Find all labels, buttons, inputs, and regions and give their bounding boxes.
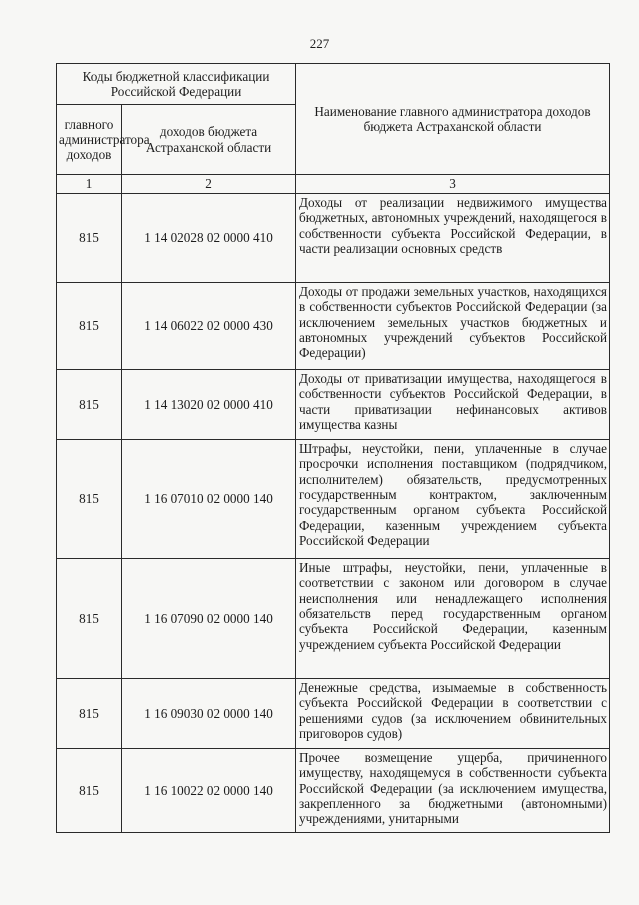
description-cell: Денежные средства, изымаемые в собственность субъекта Российской Федерации в соответствии с решениями судов (за исключением обвинительных приговоров судов)	[296, 679, 610, 749]
table-row	[57, 370, 610, 440]
description-cell: Доходы от продажи земельных участков, находящихся в собственности субъектов Российской Федерации (за исключением земельных участков бюджетных и автономных учреждений субъектов Российской Федерации)	[296, 283, 610, 370]
column-number-row	[57, 175, 610, 194]
description-cell: Доходы от реализации недвижимого имущества бюджетных, автономных учреждений, находящегося в собственности субъекта Российской Федерации, в части реализации основных средств	[296, 194, 610, 283]
page-number: 227	[309, 36, 330, 51]
table-row	[57, 749, 610, 833]
table-row	[57, 559, 610, 679]
admin-code-cell: 815	[57, 283, 122, 370]
description-cell: Иные штрафы, неустойки, пени, уплаченные в соответствии с законом или договором в случае неисполнения или ненадлежащего исполнения обязательств перед государственным органом субъекта Российской Федерации, казенным учреждением субъекта Российской Федерации	[296, 559, 610, 679]
table-row	[57, 440, 610, 559]
column-number-3: 3	[296, 175, 610, 194]
header-codes-group: Коды бюджетной классификации Российской Федерации	[57, 64, 296, 105]
header-code-column: доходов бюджета Астраханской области	[122, 105, 296, 175]
income-code-cell: 1 16 07010 02 0000 140	[122, 440, 296, 559]
description-cell: Штрафы, неустойки, пени, уплаченные в случае просрочки исполнения поставщиком (подрядчиком, исполнителем) обязательств, предусмотренных государственным контрактом, заключенным государственным органом субъекта Российской Федерации, казенным учреждением субъекта Российской Федерации	[296, 440, 610, 559]
table-row	[57, 283, 610, 370]
admin-code-cell: 815	[57, 679, 122, 749]
income-code-cell: 1 16 10022 02 0000 140	[122, 749, 296, 833]
income-code-cell: 1 14 02028 02 0000 410	[122, 194, 296, 283]
income-code-cell: 1 14 13020 02 0000 410	[122, 370, 296, 440]
admin-code-cell: 815	[57, 370, 122, 440]
income-code-cell: 1 16 09030 02 0000 140	[122, 679, 296, 749]
budget-classification-table	[56, 63, 610, 833]
income-code-cell: 1 16 07090 02 0000 140	[122, 559, 296, 679]
admin-code-cell: 815	[57, 559, 122, 679]
description-cell: Прочее возмещение ущерба, причиненного имуществу, находящемуся в собственности субъекта Российской Федерации (за исключением имущества, закрепленного за бюджетными (автономными) учреждениями, унитарными	[296, 749, 610, 833]
table-row	[57, 679, 610, 749]
header-name-column: Наименование главного администратора доходов бюджета Астраханской области	[296, 64, 610, 175]
description-cell: Доходы от приватизации имущества, находящегося в собственности субъектов Российской Федерации, в части приватизации нефинансовых активов имущества казны	[296, 370, 610, 440]
header-admin-column: главного администратора доходов	[57, 105, 122, 175]
income-code-cell: 1 14 06022 02 0000 430	[122, 283, 296, 370]
admin-code-cell: 815	[57, 194, 122, 283]
admin-code-cell: 815	[57, 440, 122, 559]
column-number-2: 2	[122, 175, 296, 194]
admin-code-cell: 815	[57, 749, 122, 833]
column-number-1: 1	[57, 175, 122, 194]
table-row	[57, 194, 610, 283]
